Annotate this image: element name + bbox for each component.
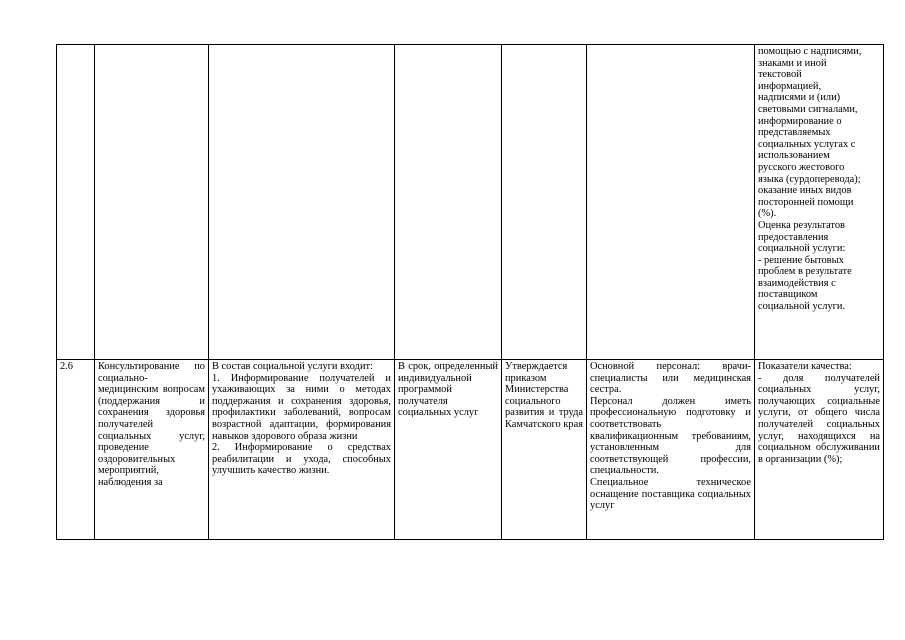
indicators-line: русского жестового: [758, 161, 845, 173]
conditions-equipment: Специальное техническое оснащение поставщика социальных услуг: [590, 476, 751, 512]
row-number: 2.6: [60, 361, 73, 372]
indicators-line: информирование о: [758, 115, 842, 127]
service-tariff: Утверждается приказом Министерства социального развития и труда Камчатского края: [505, 361, 583, 430]
conditions-qualification: Персонал должен иметь профессиональную подготовку и соответствовать квалификационным требованиям, установленным для соответствующей профессии, специальности.: [590, 395, 751, 477]
table-row: [57, 360, 884, 540]
service-term: В срок, определенный индивидуальной программой получателя социальных услуг: [398, 361, 498, 419]
cell-conditions: [587, 360, 755, 540]
table-row: [57, 45, 884, 360]
service-name: Консультирование по социально-медицинским вопросам (поддержания и сохранения здоровья получателей социальных услуг, проведение оздоровительных мероприятий, наблюдения за: [98, 361, 205, 488]
content-item-2: 2. Информирование о средствах реабилитации и ухода, способных улучшить качество жизни.: [212, 442, 391, 477]
indicators-line: Оценка результатов: [758, 219, 845, 231]
indicators-line: (%).: [758, 208, 777, 220]
indicators-line: знаками и иной: [758, 57, 827, 69]
indicators-line: социальных услугах с: [758, 138, 856, 150]
indicators-line: информацией,: [758, 80, 822, 92]
indicators-heading: Показатели качества:: [758, 361, 852, 372]
indicators-text: [758, 46, 880, 313]
cell-indicators: [755, 360, 884, 540]
cell-term: [395, 45, 502, 360]
indicators-line: взаимодействия с: [758, 277, 836, 289]
cell-content: [209, 360, 395, 540]
indicators-line: поставщиком: [758, 289, 818, 301]
cell-name: [95, 360, 209, 540]
indicators-line: языка (сурдоперевода);: [758, 173, 861, 185]
indicators-line: проблем в результате: [758, 266, 852, 278]
indicators-share: - доля получателей социальных услуг, получающих социальные услуги, от общего числа получателей социальных услуг, находящихся на социальном обслуживании в организации (%);: [758, 372, 880, 465]
indicators-line: предоставления: [758, 231, 829, 243]
indicators-line: использованием: [758, 150, 830, 162]
content-intro: В состав социальной услуги входит:: [212, 361, 373, 372]
cell-tariff: [502, 360, 587, 540]
indicators-line: посторонней помощи: [758, 196, 854, 208]
cell-content: [209, 45, 395, 360]
indicators-line: - решение бытовых: [758, 254, 844, 266]
cell-number: [57, 45, 95, 360]
cell-conditions: [587, 45, 755, 360]
indicators-line: текстовой: [758, 69, 802, 81]
services-table: [56, 44, 884, 540]
content-item-1: 1. Информирование получателей и ухаживающих за ними о методах поддержания и сохранения здоровья, профилактики заболеваний, вопросам возрастной адаптации, формирования навыков здорового образа жизни: [212, 372, 391, 442]
cell-indicators: [755, 45, 884, 360]
cell-term: [395, 360, 502, 540]
cell-tariff: [502, 45, 587, 360]
indicators-line: помощью с надписями,: [758, 46, 862, 57]
cell-number: [57, 360, 95, 540]
indicators-line: социальной услуги.: [758, 301, 846, 313]
indicators-line: световыми сигналами,: [758, 103, 858, 115]
indicators-line: надписями и (или): [758, 92, 841, 104]
indicators-line: представляемых: [758, 127, 831, 139]
conditions-staff: Основной персонал: врачи-специалисты или медицинская сестра.: [590, 361, 751, 396]
indicators-line: социальной услуги:: [758, 243, 846, 255]
indicators-line: оказание иных видов: [758, 185, 852, 197]
cell-name: [95, 45, 209, 360]
